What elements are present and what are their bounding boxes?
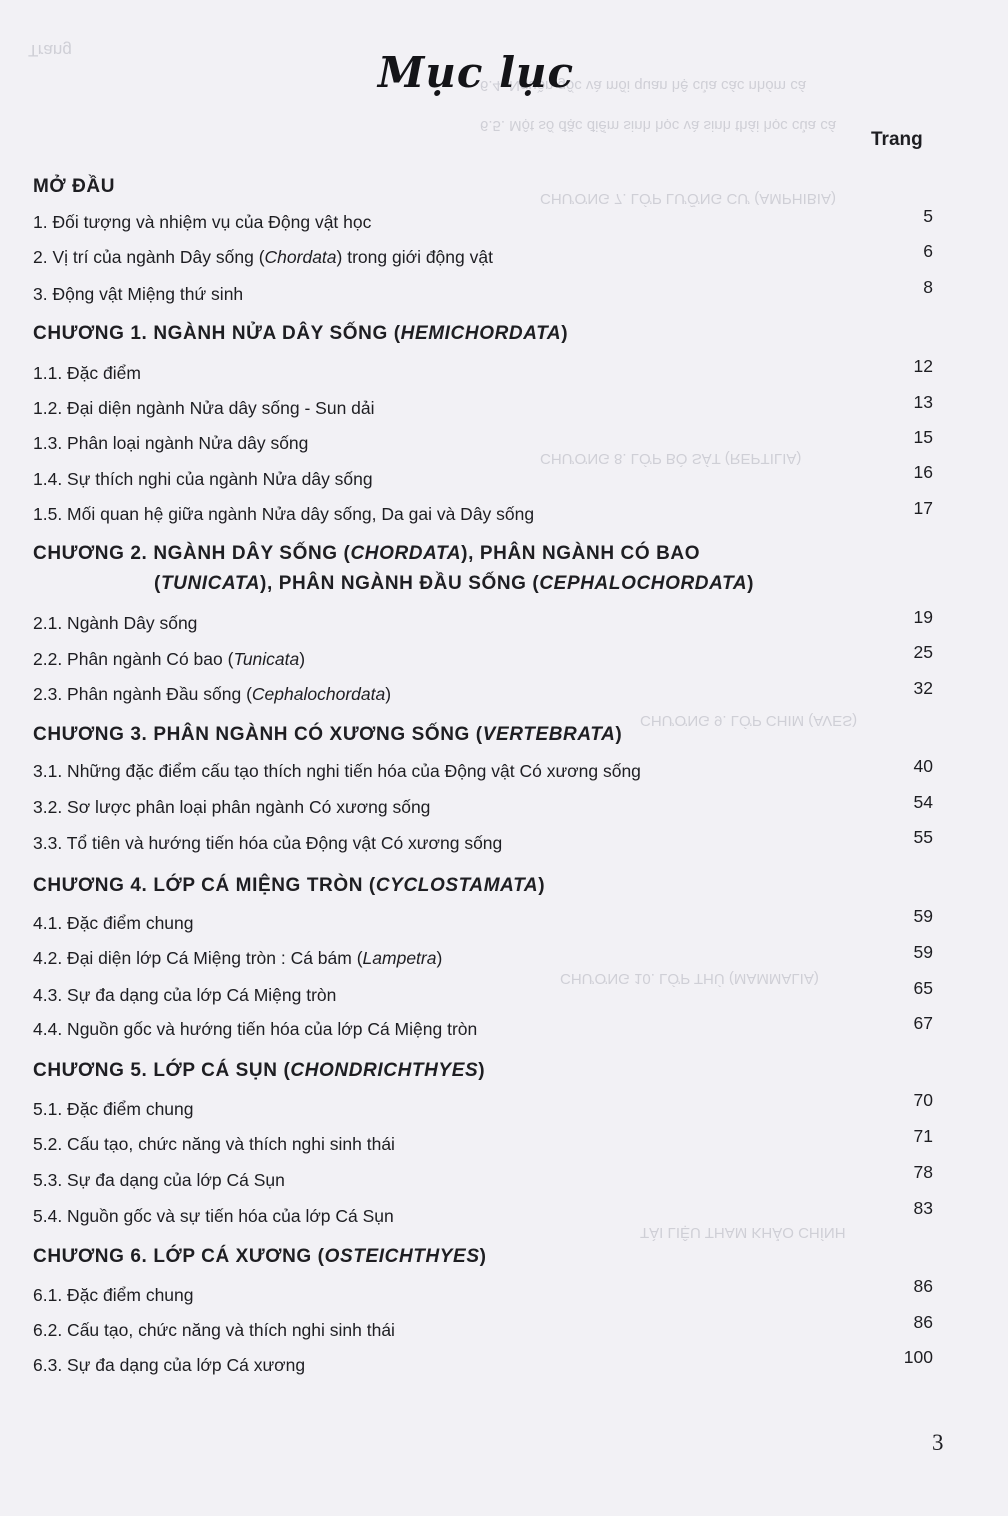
toc-entry: 1.3. Phân loại ngành Nửa dây sống — [33, 433, 309, 453]
toc-page-number: 86 — [913, 1312, 933, 1332]
toc-entry: 3.2. Sơ lược phân loại phân ngành Có xương sống — [33, 797, 431, 817]
toc-entry: 4.2. Đại diện lớp Cá Miệng tròn : Cá bám (Lampetra) — [33, 948, 443, 968]
toc-page-number: 71 — [913, 1126, 933, 1146]
toc-entry: 6.1. Đặc điểm chung — [33, 1285, 194, 1305]
toc-page-number: 100 — [903, 1347, 933, 1367]
toc-entry: 1.5. Mối quan hệ giữa ngành Nửa dây sống, Da gai và Dây sống — [33, 504, 535, 524]
toc-page-number: 40 — [913, 756, 933, 776]
toc-page-number: 59 — [913, 942, 933, 962]
show-through-text: CHƯƠNG 9. LỚP CHIM (AVES) — [640, 712, 858, 729]
toc-page-number: 54 — [913, 792, 933, 812]
toc-entry: 2.2. Phân ngành Có bao (Tunicata) — [33, 649, 306, 669]
toc-entry: 2. Vị trí của ngành Dây sống (Chordata) trong giới động vật — [33, 247, 493, 267]
toc-page-number: 67 — [913, 1013, 933, 1033]
toc-entry: 6.2. Cấu tạo, chức năng và thích nghi sinh thái — [33, 1320, 395, 1340]
chapter-heading: CHƯƠNG 1. NGÀNH NỬA DÂY SỐNG (HEMICHORDATA) — [33, 323, 569, 344]
toc-page-number: 13 — [913, 392, 933, 412]
toc-entry: 6.3. Sự đa dạng của lớp Cá xương — [33, 1355, 306, 1375]
show-through-text: Trang — [28, 41, 72, 60]
toc-entry: 1. Đối tượng và nhiệm vụ của Động vật học — [33, 212, 372, 232]
toc-page-number: 59 — [913, 906, 933, 926]
show-through-text: CHƯƠNG 8. LỚP BÒ SÁT (REPTILIA) — [540, 450, 802, 467]
toc-entry: 4.4. Nguồn gốc và hướng tiến hóa của lớp Cá Miệng tròn — [33, 1019, 478, 1039]
toc-entry: 5.2. Cấu tạo, chức năng và thích nghi sinh thái — [33, 1134, 395, 1154]
show-through-text: 6.5. Một số đặc điểm sinh học và sinh thái học của cá — [480, 117, 837, 134]
toc-page-number: 6 — [923, 241, 933, 261]
toc-entry: 2.1. Ngành Dây sống — [33, 613, 198, 633]
toc-page-number: 78 — [913, 1162, 933, 1182]
toc-page-number: 19 — [913, 607, 933, 627]
toc-entry: 4.3. Sự đa dạng của lớp Cá Miệng tròn — [33, 985, 337, 1005]
toc-page-number: 25 — [913, 642, 933, 662]
toc-entry: 5.4. Nguồn gốc và sự tiến hóa của lớp Cá Sụn — [33, 1206, 394, 1226]
chapter-heading: CHƯƠNG 6. LỚP CÁ XƯƠNG (OSTEICHTHYES) — [33, 1246, 487, 1267]
toc-page-number: 15 — [913, 427, 933, 447]
toc-page-number: 8 — [923, 277, 933, 297]
toc-page-number: 16 — [913, 462, 933, 482]
toc-entry: 1.2. Đại diện ngành Nửa dây sống - Sun dải — [33, 398, 375, 418]
show-through-text: TÀI LIỆU THAM KHẢO CHÍNH — [640, 1224, 846, 1241]
toc-page-number: 12 — [913, 356, 933, 376]
toc-page-number: 65 — [913, 978, 933, 998]
toc-entry: 3.3. Tổ tiên và hướng tiến hóa của Động vật Có xương sống — [33, 833, 503, 853]
page-title: Mục lục — [377, 48, 575, 97]
toc-page-number: 70 — [913, 1090, 933, 1110]
toc-page-number: 86 — [913, 1276, 933, 1296]
toc-entry: 3. Động vật Miệng thứ sinh — [33, 284, 244, 304]
toc-entry: 1.1. Đặc điểm — [33, 363, 141, 383]
chapter-heading: CHƯƠNG 5. LỚP CÁ SỤN (CHONDRICHTHYES) — [33, 1060, 486, 1081]
chapter-heading: CHƯƠNG 3. PHÂN NGÀNH CÓ XƯƠNG SỐNG (VERTEBRATA) — [33, 724, 623, 745]
toc-page-number: 17 — [913, 498, 933, 518]
chapter-heading: CHƯƠNG 4. LỚP CÁ MIỆNG TRÒN (CYCLOSTAMATA) — [33, 875, 546, 896]
intro-heading: MỞ ĐẦU — [33, 176, 116, 197]
show-through-text: 6.4. Nguồn gốc và mối quan hệ của các nhóm cá — [480, 77, 807, 94]
page-number: 3 — [932, 1430, 944, 1455]
toc-page-number: 5 — [923, 206, 933, 226]
chapter-heading-continuation: (TUNICATA), PHÂN NGÀNH ĐẦU SỐNG (CEPHALOCHORDATA) — [154, 573, 755, 594]
page-column-header: Trang — [871, 129, 923, 150]
show-through-text: CHƯƠNG 10. LỚP THÚ (MAMMALIA) — [560, 970, 819, 987]
toc-entry: 4.1. Đặc điểm chung — [33, 913, 194, 933]
show-through-text: CHƯƠNG 7. LỚP LƯỠNG CƯ (AMPHIBIA) — [540, 190, 836, 207]
toc-entry: 5.3. Sự đa dạng của lớp Cá Sụn — [33, 1170, 285, 1190]
toc-page-number: 55 — [913, 827, 933, 847]
chapter-heading: CHƯƠNG 2. NGÀNH DÂY SỐNG (CHORDATA), PHÂN NGÀNH CÓ BAO — [33, 543, 701, 564]
toc-page-number: 32 — [913, 678, 933, 698]
toc-entry: 2.3. Phân ngành Đầu sống (Cephalochordata) — [33, 684, 392, 704]
toc-entry: 3.1. Những đặc điểm cấu tạo thích nghi tiến hóa của Động vật Có xương sống — [33, 761, 641, 781]
toc-entry: 5.1. Đặc điểm chung — [33, 1099, 194, 1119]
toc-entry: 1.4. Sự thích nghi của ngành Nửa dây sống — [33, 469, 373, 489]
toc-page-number: 83 — [913, 1198, 933, 1218]
